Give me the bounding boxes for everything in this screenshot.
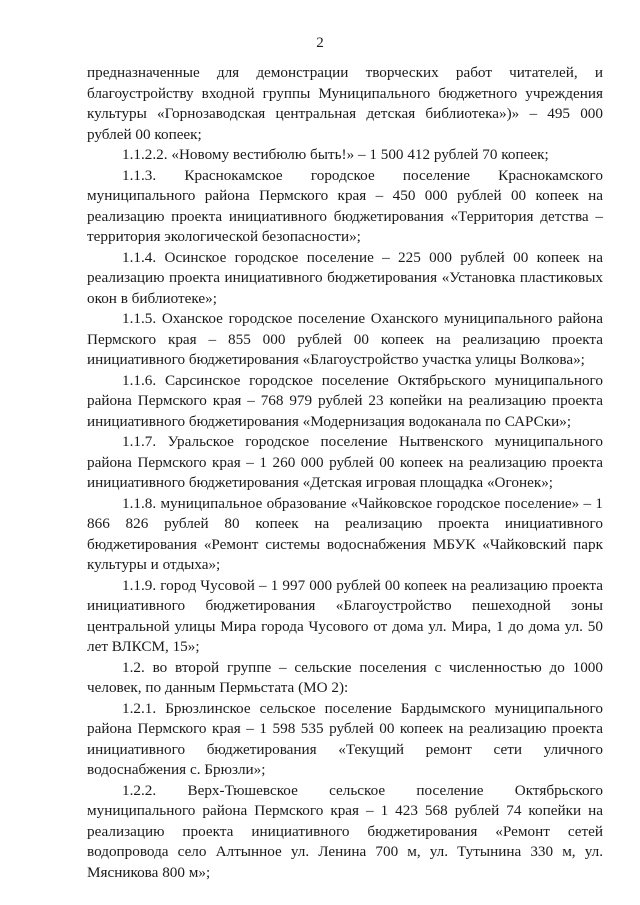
paragraph-1-2: 1.2. во второй группе – сельские поселения с численностью до 1000 человек, по данным Пермьстата (МО 2):: [87, 658, 603, 696]
paragraph-continuation: предназначенные для демонстрации творческих работ читателей, и благоустройству входной группы Муниципального бюджетного учреждения культуры «Горнозаводская центральная детская библиотека»)» – 495 000 рублей 00 копеек;: [87, 64, 603, 143]
paragraph-1-1-5: 1.1.5. Оханское городское поселение Оханского муниципального района Пермского края – 855 000 рублей 00 копеек на реализацию проекта инициативного бюджетирования «Благоустройство участка улицы Волкова»;: [87, 310, 603, 368]
paragraph-1-2-1: 1.2.1. Брюзлинское сельское поселение Бардымского муниципального района Пермского края – 1 598 535 рублей 00 копеек на реализацию проекта инициативного бюджетирования «Текущий ремонт сети уличного водоснабжения с. Брюзли»;: [87, 699, 603, 778]
paragraph-1-1-9: 1.1.9. город Чусовой – 1 997 000 рублей 00 копеек на реализацию проекта инициативного бюджетирования «Благоустройство пешеходной зоны центральной улицы Мира города Чусового от дома ул. Мира, 1 до дома ул. 50 лет ВЛКСМ, 15»;: [87, 576, 603, 655]
paragraph-1-1-6: 1.1.6. Сарсинское городское поселение Октябрьского муниципального района Пермского края – 768 979 рублей 23 копейки на реализацию проекта инициативного бюджетирования «Модернизация водоканала по САРСки»;: [87, 371, 603, 430]
paragraph-1-2-2: 1.2.2. Верх-Тюшевское сельское поселение Октябрьского муниципального района Пермского края – 1 423 568 рублей 74 копейки на реализацию проекта инициативного бюджетирования «Ремонт сетей водопровода село Алтынное ул. Ленина 700 м, ул. Тутынина 330 м, ул. Мясникова 800 м»;: [87, 781, 603, 881]
paragraph-1-1-8: 1.1.8. муниципальное образование «Чайковское городское поселение» – 1 866 826 рублей 80 копеек на реализацию проекта инициативного бюджетирования «Ремонт системы водоснабжения МБУК «Чайковский парк культуры и отдыха»;: [87, 494, 603, 573]
paragraph-1-1-3: 1.1.3. Краснокамское городское поселение Краснокамского муниципального района Пермского края – 450 000 рублей 00 копеек на реализацию проекта инициативного бюджетирования «Территория детства – территория экологической безопасности»;: [87, 166, 603, 245]
paragraph-1-1-2-2: 1.1.2.2. «Новому вестибюлю быть!» – 1 500 412 рублей 70 копеек;: [122, 146, 549, 163]
page-number: 2: [316, 35, 324, 51]
paragraph-1-1-7: 1.1.7. Уральское городское поселение Нытвенского муниципального района Пермского края – 1 260 000 рублей 00 копеек на реализацию проекта инициативного бюджетирования «Детская игровая площадка «Огонек»;: [87, 433, 603, 491]
body-text: [87, 63, 603, 883]
paragraph-1-1-4: 1.1.4. Осинское городское поселение – 225 000 рублей 00 копеек на реализацию проекта инициативного бюджетирования «Установка пластиковых окон в библиотеке»;: [87, 248, 603, 307]
